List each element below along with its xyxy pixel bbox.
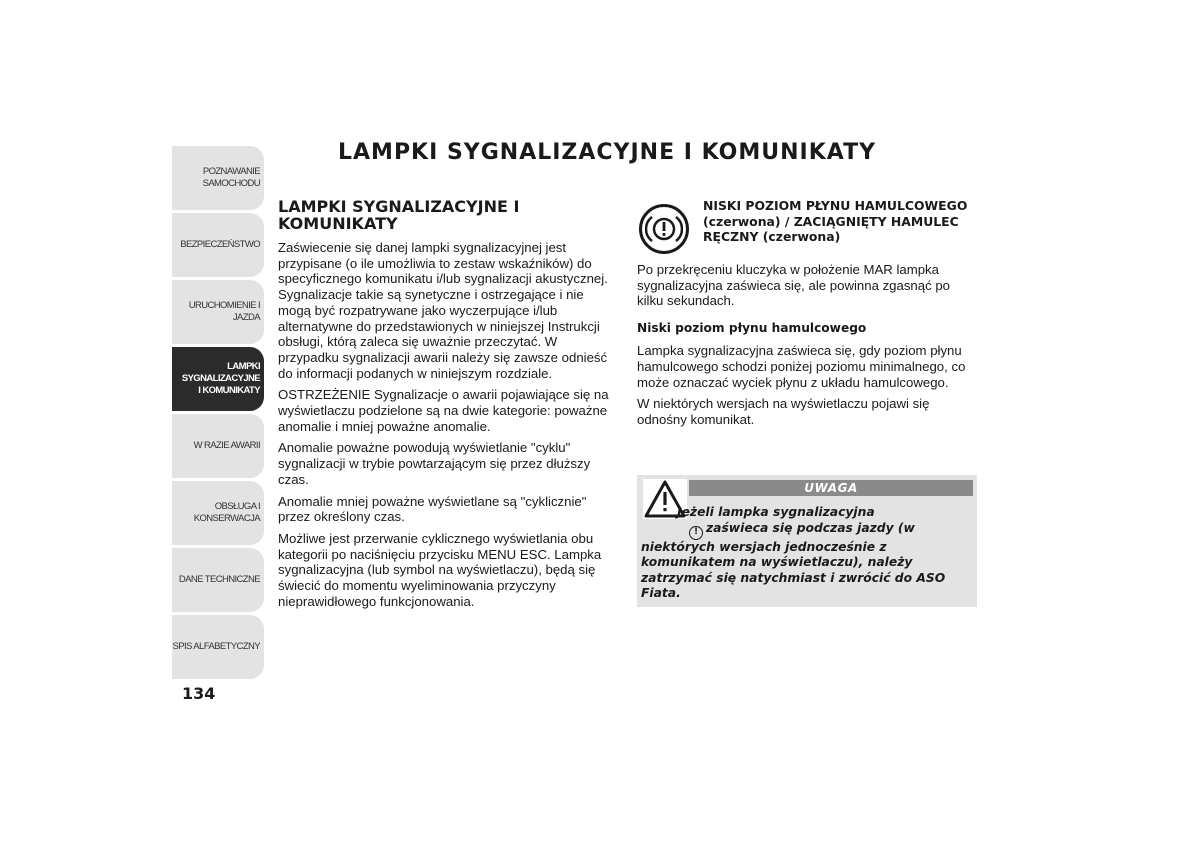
paragraph: W niektórych wersjach na wyświetlaczu pojawi się odnośny komunikat. (637, 396, 930, 427)
tab-lampki-sygnalizacyjne[interactable]: LAMPKI SYGNALIZACYJNE I KOMUNIKATY (172, 347, 264, 411)
tab-poznawanie-samochodu[interactable]: POZNAWANIE SAMOCHODU (172, 146, 264, 210)
brake-warning-inline-icon: ! (689, 526, 703, 540)
tab-bezpieczenstwo[interactable]: BEZPIECZEŃSTWO (172, 213, 264, 277)
paragraph: Lampka sygnalizacyjna zaświeca się, gdy poziom płynu hamulcowego schodzi poniżej poziomu minimalnego, co może oznaczać wyciek płynu z układu hamulcowego. (637, 343, 966, 390)
warning-title: NISKI POZIOM PŁYNU HAMULCOWEGO (czerwona) / ZACIĄGNIĘTY HAMULEC RĘCZNY (czerwona) (703, 198, 968, 244)
left-column (278, 198, 614, 615)
paragraph: Anomalie poważne powodują wyświetlanie "cyklu" sygnalizacji w trybie powtarzającym się przez dłuższy czas. (278, 440, 591, 487)
brake-warning-icon (639, 204, 689, 254)
paragraph: Zaświecenie się danej lampki sygnalizacyjnej jest przypisane (o ile umożliwia to zestaw wskaźników) do specyficznego komunikatu i/lub sygnalizacji akustycznej. Sygnalizacje takie są synetyczne i ostrzegające i nie mogą być rozpatrywane jako wyczerpujące i/lub alternatywne do przedstawionych w niniejszej Instrukcji obsługi, którą zaleca się uważnie przeczytać. W przypadku sygnalizacji awarii należy się zawsze odnieść do informacji podanych w niniejszym rozdziale. (278, 240, 608, 381)
section-title: LAMPKI SYGNALIZACYJNE I KOMUNIKATY (278, 197, 520, 233)
tab-spis-alfabetyczny[interactable]: SPIS ALFABETYCZNY (172, 615, 264, 679)
paragraph: Po przekręceniu kluczyka w położenie MAR lampka sygnalizacyjna zaświeca się, ale powinna zgasnąć po kilku sekundach. (637, 262, 951, 309)
note-line-1: Jeżeli lampka sygnalizacyjna (677, 505, 875, 519)
note-text (641, 505, 971, 602)
tab-dane-techniczne[interactable]: DANE TECHNICZNE (172, 548, 264, 612)
warning-header (637, 198, 977, 254)
right-column (637, 198, 977, 434)
tab-w-razie-awarii[interactable]: W RAZIE AWARII (172, 414, 264, 478)
paragraph: OSTRZEŻENIE Sygnalizacje o awarii pojawiające się na wyświetlaczu podzielone są na dwie kategorie: poważne anomalie i mniej poważne anomalie. (278, 387, 609, 434)
page-title: LAMPKI SYGNALIZACYJNE I KOMUNIKATY (338, 140, 877, 165)
note-line-2: zaświeca się podczas jazdy (w niektórych wersjach jednocześnie z komunikatem na wyświetlaczu), należy zatrzymać się natychmiast i zwrócić do ASO Fiata. (641, 520, 946, 601)
page-number: 134 (182, 684, 216, 703)
subheading: Niski poziom płynu hamulcowego (637, 321, 867, 336)
paragraph: Anomalie mniej poważne wyświetlane są "cyklicznie" przez określony czas. (278, 493, 587, 525)
caution-note-box (637, 475, 977, 607)
paragraph: Możliwe jest przerwanie cyklicznego wyświetlania obu kategorii po naciśnięciu przycisku MENU ESC. Lampka sygnalizacyjna (lub symbol na wyświetlaczu), będą się świecić do momentu wyeliminowania przyczyny nieprawidłowego funkcjonowania. (278, 530, 602, 609)
tab-uruchomienie-i-jazda[interactable]: URUCHOMIENIE I JAZDA (172, 280, 264, 344)
note-label: UWAGA (689, 480, 973, 496)
tab-obsluga-i-konserwacja[interactable]: OBSŁUGA I KONSERWACJA (172, 481, 264, 545)
